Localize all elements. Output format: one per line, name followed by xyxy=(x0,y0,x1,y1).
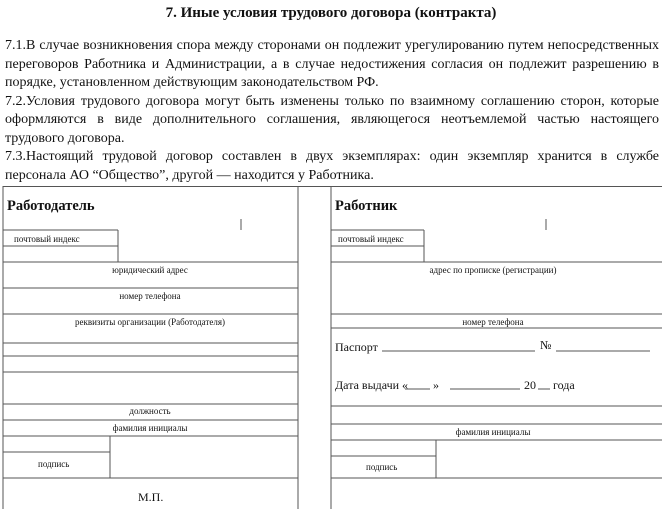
stamp-mark: М.П. xyxy=(138,490,164,504)
paragraph-7-2: 7.2.Условия трудового договора могут быть изменены только по взаимному соглашению сторон, которые оформляются в виде дополнительного соглашения, являющегося неотъемлемой частью настоящего трудового договора. xyxy=(5,93,659,146)
issue-date-closing-quote: » xyxy=(433,378,439,392)
paragraph-7-1: 7.1.В случае возникновения спора между сторонами он подлежит урегулированию путем непосредственных переговоров Работника и Администрации, а в случае недостижения согласия он подлежит разрешению в порядке, установленном действующим законодательством РФ. xyxy=(5,38,659,90)
employee-signature-label: подпись xyxy=(366,462,398,472)
employer-heading: Работодатель xyxy=(7,198,95,214)
employee-phone-label: номер телефона xyxy=(462,317,524,327)
issue-date-label: Дата выдачи « xyxy=(335,378,409,392)
section-title: 7. Иные условия трудового договора (контракта) xyxy=(165,5,497,21)
employer-signature-label: подпись xyxy=(38,459,70,469)
employee-heading: Работник xyxy=(335,198,398,214)
passport-number-sign: № xyxy=(540,338,552,352)
issue-year-suffix: года xyxy=(553,378,575,392)
passport-label: Паспорт xyxy=(335,340,378,354)
employee-postal-code-label: почтовый индекс xyxy=(338,234,404,244)
employer-requisites-label: реквизиты организации (Работодателя) xyxy=(74,317,226,327)
issue-year-prefix: 20 xyxy=(524,378,536,392)
conditions-text xyxy=(5,37,659,185)
signature-form xyxy=(0,186,662,509)
form-grid xyxy=(0,186,662,509)
employer-phone-label: номер телефона xyxy=(119,291,181,301)
employer-position-label: должность xyxy=(129,406,171,416)
employer-postal-code-label: почтовый индекс xyxy=(14,234,80,244)
paragraph-7-3: 7.3.Настоящий трудовой договор составлен в двух экземплярах: один экземпляр хранится в службе персонала АО “Общество”, другой — находится у Работника. xyxy=(5,149,659,183)
employee-registration-address-label: адрес по прописке (регистрации) xyxy=(429,265,557,275)
employer-legal-address-label: юридический адрес xyxy=(112,265,188,275)
employer-full-name-label: фамилия инициалы xyxy=(112,423,188,433)
employee-full-name-label: фамилия инициалы xyxy=(455,427,531,437)
